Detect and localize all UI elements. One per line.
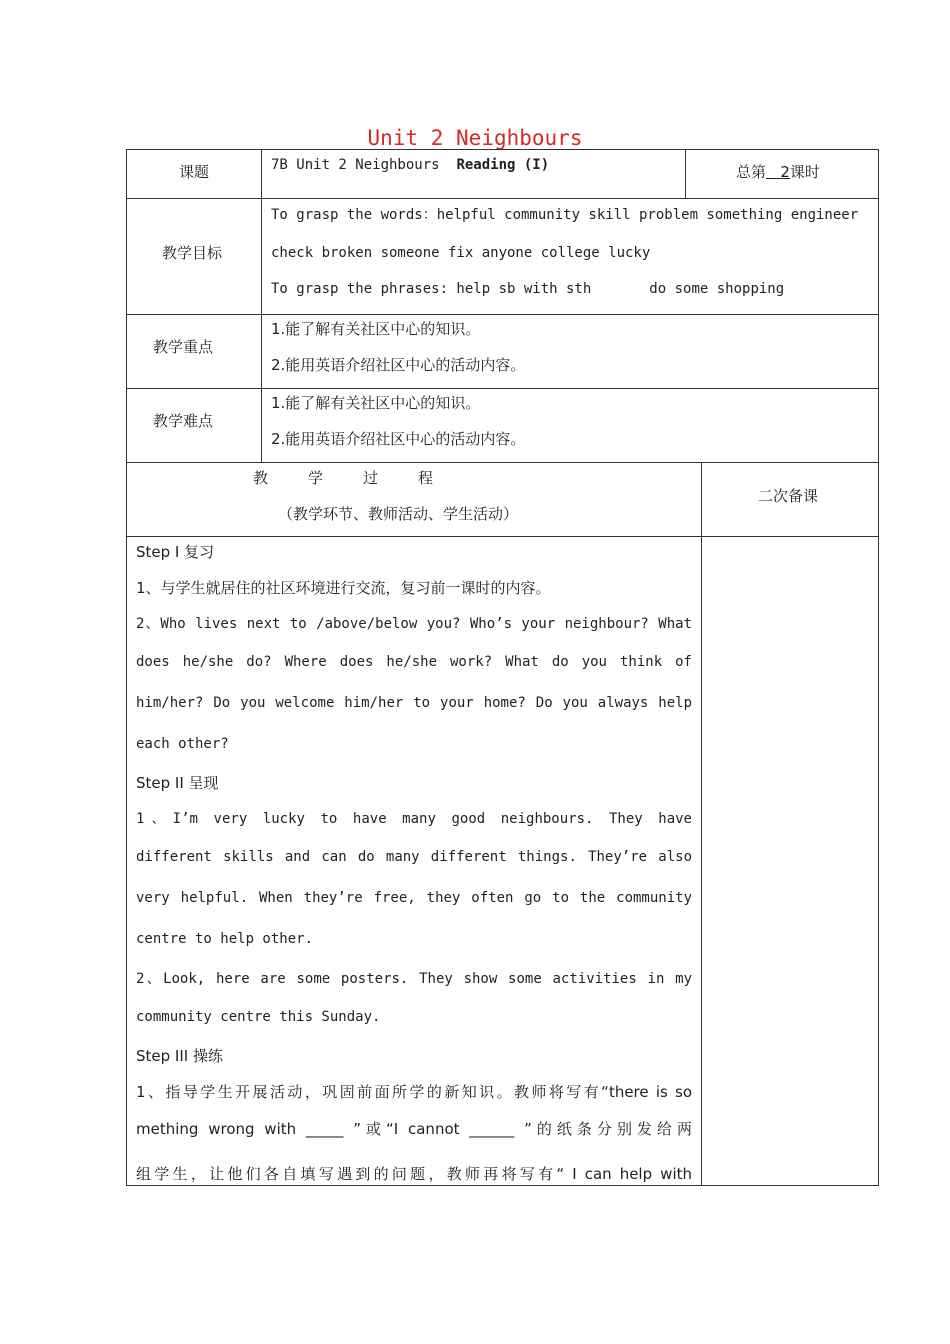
step-3-item-1-line-3: 组学生，让他们各自填写遇到的问题，教师再将写有“ I can help with <box>136 1165 692 1183</box>
step-1-item-2-line-3: him/her? Do you welcome him/her to your home? Do you always help <box>136 695 692 711</box>
step-1-item-2-line-2: does he/she do? Where does he/she work? What do you think of <box>136 654 692 670</box>
objectives-label-cell <box>126 198 262 315</box>
lesson-total-prefix: 总第 <box>736 163 767 181</box>
step-3-item-1-line-2: mething wrong with _____ ”或“I cannot ______ ”的纸条分别发给两 <box>136 1120 692 1138</box>
course-title <box>271 157 549 173</box>
objectives-line-3: To grasp the phrases: help sb with sth do some shopping <box>271 281 785 297</box>
step-1-title: Step I 复习 <box>136 543 215 561</box>
lesson-total-cell <box>685 149 879 199</box>
objectives-label: 教学目标 <box>162 244 223 262</box>
objectives-line-1: To grasp the words：helpful community skill problem something engineer <box>271 207 859 223</box>
process-heading: 教 学 过 程 <box>253 469 433 487</box>
course-reading: Reading (I) <box>456 157 550 173</box>
topic-value-cell <box>261 149 686 199</box>
objectives-line-2: check broken someone fix anyone college lucky <box>271 245 651 261</box>
objectives-value-cell <box>261 198 879 315</box>
page-title: Unit 2 Neighbours <box>367 126 583 150</box>
key-point-1: 1.能了解有关社区中心的知识。 <box>271 320 481 338</box>
process-body-cell <box>126 536 702 1186</box>
lesson-total <box>736 161 820 182</box>
step-1-item-2-line-1: 2、Who lives next to /above/below you? Who’s your neighbour? What <box>136 616 692 632</box>
key-points-label-cell <box>126 314 262 389</box>
step-3-item-1-line-1: 1、指导学生开展活动，巩固前面所学的新知识。教师将写有“there is so <box>136 1083 692 1101</box>
second-prep-heading-cell <box>701 462 879 537</box>
lesson-total-suffix: 课时 <box>789 163 820 181</box>
step-1-item-2-line-4: each other? <box>136 736 229 752</box>
step-2-item-1-line-2: different skills and can do many different things. They’re also <box>136 849 692 865</box>
step-3-title: Step III 操练 <box>136 1047 223 1065</box>
step-2-item-1-line-3: very helpful. When they’re free, they often go to the community <box>136 890 692 906</box>
difficulties-value-cell <box>261 388 879 463</box>
topic-label-cell <box>126 149 262 199</box>
second-prep-heading: 二次备课 <box>758 487 819 505</box>
step-2-item-2-line-2: community centre this Sunday. <box>136 1009 381 1025</box>
difficulties-label-cell <box>126 388 262 463</box>
lesson-total-number: 2 <box>780 163 790 181</box>
step-2-item-1-line-1: 1、I’m very lucky to have many good neighbours. They have <box>136 811 692 827</box>
step-1-item-1: 1、与学生就居住的社区环境进行交流，复习前一课时的内容。 <box>136 579 551 597</box>
process-heading-cell <box>126 462 702 537</box>
second-prep-body-cell <box>701 536 879 1186</box>
topic-label: 课题 <box>179 163 210 181</box>
difficulty-1: 1.能了解有关社区中心的知识。 <box>271 394 481 412</box>
key-points-value-cell <box>261 314 879 389</box>
key-point-2: 2.能用英语介绍社区中心的活动内容。 <box>271 356 526 374</box>
step-2-item-1-line-4: centre to help other. <box>136 931 314 947</box>
difficulties-label: 教学难点 <box>153 412 214 430</box>
difficulty-2: 2.能用英语介绍社区中心的活动内容。 <box>271 430 526 448</box>
key-points-label: 教学重点 <box>153 338 214 356</box>
process-subheading: （教学环节、教师活动、学生活动） <box>278 505 519 523</box>
step-2-item-2-line-1: 2、Look, here are some posters. They show some activities in my <box>136 971 692 987</box>
course-prefix: 7B Unit 2 Neighbours <box>271 157 440 173</box>
step-2-title: Step II 呈现 <box>136 774 219 792</box>
